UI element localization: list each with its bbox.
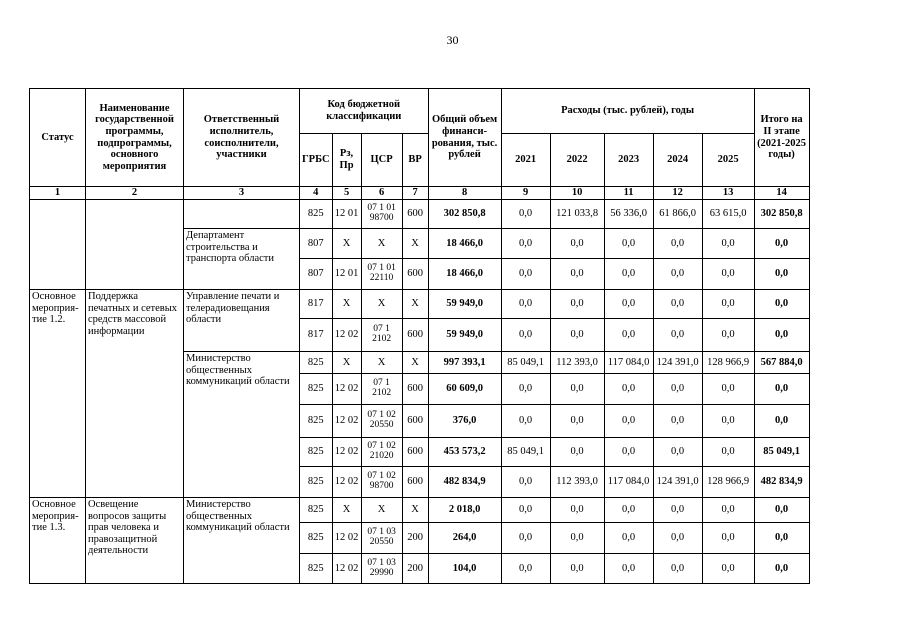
- csr-cell: 07 1 01 22110: [361, 259, 402, 290]
- column-numbers-row: [30, 187, 810, 200]
- col-number: 1: [30, 187, 86, 200]
- col-number: 13: [702, 187, 754, 200]
- rzpr-cell: 12 02: [332, 523, 361, 554]
- rzpr-cell: 12 01: [332, 200, 361, 229]
- y2023-cell: 0,0: [604, 554, 653, 584]
- y2021-cell: 0,0: [501, 200, 550, 229]
- y2023-cell: 0,0: [604, 259, 653, 290]
- y2024-cell: 0,0: [653, 405, 702, 438]
- y2021-cell: 0,0: [501, 374, 550, 405]
- y2024-cell: 124 391,0: [653, 352, 702, 374]
- header-responsible: Ответственный исполнитель, соисполнители, участники: [184, 89, 300, 187]
- y2025-cell: 0,0: [702, 374, 754, 405]
- y2025-cell: 0,0: [702, 498, 754, 523]
- rzpr-cell: 12 02: [332, 438, 361, 467]
- col-number: 3: [184, 187, 300, 200]
- total-cell: 482 834,9: [428, 467, 501, 498]
- csr-cell: 07 1 2102: [361, 374, 402, 405]
- header-total: Общий объем финанси-рования, тыс. рублей: [428, 89, 501, 187]
- itogo-cell: 0,0: [754, 290, 809, 319]
- rzpr-cell: 12 02: [332, 319, 361, 352]
- header-rzpr: Рз, Пр: [332, 134, 361, 187]
- y2025-cell: 128 966,9: [702, 467, 754, 498]
- y2023-cell: 56 336,0: [604, 200, 653, 229]
- col-number: 14: [754, 187, 809, 200]
- vr-cell: Х: [402, 290, 428, 319]
- header-itogo: Итого на II этапе (2021-2025 годы): [754, 89, 809, 187]
- y2021-cell: 0,0: [501, 498, 550, 523]
- y2021-cell: 0,0: [501, 319, 550, 352]
- header-csr: ЦСР: [361, 134, 402, 187]
- y2025-cell: 63 615,0: [702, 200, 754, 229]
- itogo-cell: 0,0: [754, 229, 809, 259]
- y2022-cell: 0,0: [550, 438, 604, 467]
- itogo-cell: 85 049,1: [754, 438, 809, 467]
- y2022-cell: 0,0: [550, 498, 604, 523]
- y2024-cell: 61 866,0: [653, 200, 702, 229]
- header-2024: 2024: [653, 134, 702, 187]
- col-number: 4: [300, 187, 333, 200]
- y2022-cell: 0,0: [550, 523, 604, 554]
- total-cell: 60 609,0: [428, 374, 501, 405]
- y2022-cell: 112 393,0: [550, 467, 604, 498]
- grbs-cell: 825: [300, 374, 333, 405]
- y2024-cell: 0,0: [653, 438, 702, 467]
- y2021-cell: 0,0: [501, 523, 550, 554]
- y2024-cell: 124 391,0: [653, 467, 702, 498]
- y2025-cell: 128 966,9: [702, 352, 754, 374]
- y2021-cell: 0,0: [501, 290, 550, 319]
- name-human-rights: Освещение вопросов защиты прав человека и правозащитной деятельности: [86, 498, 184, 584]
- y2021-cell: 0,0: [501, 405, 550, 438]
- csr-cell: Х: [361, 290, 402, 319]
- grbs-cell: 817: [300, 290, 333, 319]
- responsible-dept-press: Управление печати и телерадиовещания области: [184, 290, 300, 352]
- name-press-support: Поддержка печатных и сетевых средств массовой информации: [86, 290, 184, 498]
- vr-cell: 600: [402, 259, 428, 290]
- vr-cell: 600: [402, 374, 428, 405]
- col-number: 9: [501, 187, 550, 200]
- col-number: 6: [361, 187, 402, 200]
- y2023-cell: 0,0: [604, 405, 653, 438]
- y2025-cell: 0,0: [702, 405, 754, 438]
- y2025-cell: 0,0: [702, 523, 754, 554]
- total-cell: 59 949,0: [428, 290, 501, 319]
- header-status: Статус: [30, 89, 86, 187]
- y2025-cell: 0,0: [702, 229, 754, 259]
- y2025-cell: 0,0: [702, 438, 754, 467]
- y2023-cell: 117 084,0: [604, 352, 653, 374]
- header-2021: 2021: [501, 134, 550, 187]
- rzpr-cell: Х: [332, 352, 361, 374]
- vr-cell: 200: [402, 523, 428, 554]
- y2022-cell: 0,0: [550, 229, 604, 259]
- y2023-cell: 0,0: [604, 290, 653, 319]
- csr-cell: 07 1 02 21020: [361, 438, 402, 467]
- itogo-cell: 0,0: [754, 554, 809, 584]
- table-row: [30, 290, 810, 319]
- rzpr-cell: 12 02: [332, 467, 361, 498]
- y2025-cell: 0,0: [702, 290, 754, 319]
- y2023-cell: 0,0: [604, 229, 653, 259]
- y2022-cell: 0,0: [550, 259, 604, 290]
- header-grbs: ГРБС: [300, 134, 333, 187]
- total-cell: 18 466,0: [428, 259, 501, 290]
- grbs-cell: 825: [300, 554, 333, 584]
- y2022-cell: 0,0: [550, 319, 604, 352]
- csr-cell: 07 1 2102: [361, 319, 402, 352]
- y2024-cell: 0,0: [653, 259, 702, 290]
- csr-cell: Х: [361, 498, 402, 523]
- table-row: [30, 498, 810, 523]
- total-cell: 302 850,8: [428, 200, 501, 229]
- y2023-cell: 0,0: [604, 523, 653, 554]
- vr-cell: Х: [402, 229, 428, 259]
- csr-cell: Х: [361, 352, 402, 374]
- y2024-cell: 0,0: [653, 523, 702, 554]
- y2024-cell: 0,0: [653, 498, 702, 523]
- name-cell-empty: [86, 200, 184, 290]
- header-name: Наименование государственной программы, подпрограммы, основного мероприятия: [86, 89, 184, 187]
- vr-cell: 600: [402, 319, 428, 352]
- vr-cell: 200: [402, 554, 428, 584]
- grbs-cell: 825: [300, 200, 333, 229]
- y2021-cell: 0,0: [501, 554, 550, 584]
- status-main-activity-1-3: Основное мероприя-тие 1.3.: [30, 498, 86, 584]
- y2024-cell: 0,0: [653, 319, 702, 352]
- y2021-cell: 85 049,1: [501, 438, 550, 467]
- rzpr-cell: Х: [332, 498, 361, 523]
- csr-cell: 07 1 02 98700: [361, 467, 402, 498]
- y2021-cell: 0,0: [501, 259, 550, 290]
- responsible-cell-empty: [184, 200, 300, 229]
- rzpr-cell: 12 01: [332, 259, 361, 290]
- col-number: 10: [550, 187, 604, 200]
- y2023-cell: 0,0: [604, 438, 653, 467]
- total-cell: 2 018,0: [428, 498, 501, 523]
- csr-cell: Х: [361, 229, 402, 259]
- itogo-cell: 302 850,8: [754, 200, 809, 229]
- rzpr-cell: 12 02: [332, 374, 361, 405]
- header-2025: 2025: [702, 134, 754, 187]
- y2022-cell: 0,0: [550, 290, 604, 319]
- header-2022: 2022: [550, 134, 604, 187]
- itogo-cell: 0,0: [754, 319, 809, 352]
- rzpr-cell: 12 02: [332, 554, 361, 584]
- total-cell: 453 573,2: [428, 438, 501, 467]
- y2022-cell: 0,0: [550, 554, 604, 584]
- grbs-cell: 825: [300, 405, 333, 438]
- y2022-cell: 0,0: [550, 374, 604, 405]
- vr-cell: 600: [402, 467, 428, 498]
- itogo-cell: 0,0: [754, 374, 809, 405]
- col-number: 11: [604, 187, 653, 200]
- rzpr-cell: Х: [332, 290, 361, 319]
- y2025-cell: 0,0: [702, 259, 754, 290]
- y2024-cell: 0,0: [653, 554, 702, 584]
- y2025-cell: 0,0: [702, 554, 754, 584]
- csr-cell: 07 1 03 29990: [361, 554, 402, 584]
- page-number: 30: [446, 33, 459, 47]
- grbs-cell: 825: [300, 467, 333, 498]
- vr-cell: 600: [402, 405, 428, 438]
- budget-table: [29, 88, 810, 584]
- grbs-cell: 807: [300, 229, 333, 259]
- y2023-cell: 117 084,0: [604, 467, 653, 498]
- y2021-cell: 0,0: [501, 467, 550, 498]
- col-number: 5: [332, 187, 361, 200]
- col-number: 2: [86, 187, 184, 200]
- csr-cell: 07 1 01 98700: [361, 200, 402, 229]
- vr-cell: Х: [402, 352, 428, 374]
- y2023-cell: 0,0: [604, 374, 653, 405]
- table-row: [30, 200, 810, 229]
- total-cell: 18 466,0: [428, 229, 501, 259]
- y2024-cell: 0,0: [653, 290, 702, 319]
- grbs-cell: 825: [300, 523, 333, 554]
- csr-cell: 07 1 03 20550: [361, 523, 402, 554]
- total-cell: 264,0: [428, 523, 501, 554]
- itogo-cell: 0,0: [754, 523, 809, 554]
- grbs-cell: 825: [300, 498, 333, 523]
- total-cell: 104,0: [428, 554, 501, 584]
- total-cell: 997 393,1: [428, 352, 501, 374]
- itogo-cell: 0,0: [754, 259, 809, 290]
- itogo-cell: 567 884,0: [754, 352, 809, 374]
- y2022-cell: 0,0: [550, 405, 604, 438]
- rzpr-cell: Х: [332, 229, 361, 259]
- col-number: 12: [653, 187, 702, 200]
- y2021-cell: 0,0: [501, 229, 550, 259]
- status-main-activity-1-2: Основное мероприя-тие 1.2.: [30, 290, 86, 498]
- rzpr-cell: 12 02: [332, 405, 361, 438]
- y2025-cell: 0,0: [702, 319, 754, 352]
- itogo-cell: 0,0: [754, 498, 809, 523]
- vr-cell: 600: [402, 438, 428, 467]
- y2023-cell: 0,0: [604, 498, 653, 523]
- y2023-cell: 0,0: [604, 319, 653, 352]
- y2021-cell: 85 049,1: [501, 352, 550, 374]
- responsible-ministry-comm: Министерство общественных коммуникаций области: [184, 352, 300, 498]
- grbs-cell: 807: [300, 259, 333, 290]
- total-cell: 59 949,0: [428, 319, 501, 352]
- grbs-cell: 825: [300, 438, 333, 467]
- y2024-cell: 0,0: [653, 229, 702, 259]
- y2022-cell: 112 393,0: [550, 352, 604, 374]
- vr-cell: 600: [402, 200, 428, 229]
- col-number: 7: [402, 187, 428, 200]
- header-expenses: Расходы (тыс. рублей), годы: [501, 89, 754, 134]
- grbs-cell: 825: [300, 352, 333, 374]
- y2022-cell: 121 033,8: [550, 200, 604, 229]
- vr-cell: Х: [402, 498, 428, 523]
- responsible-ministry-comm-2: Министерство общественных коммуникаций области: [184, 498, 300, 584]
- y2024-cell: 0,0: [653, 374, 702, 405]
- responsible-dept-construction: Департамент строительства и транспорта области: [184, 229, 300, 290]
- csr-cell: 07 1 02 20550: [361, 405, 402, 438]
- header-vr: ВР: [402, 134, 428, 187]
- col-number: 8: [428, 187, 501, 200]
- header-2023: 2023: [604, 134, 653, 187]
- total-cell: 376,0: [428, 405, 501, 438]
- header-budget-code: Код бюджетной классификации: [300, 89, 429, 134]
- itogo-cell: 482 834,9: [754, 467, 809, 498]
- itogo-cell: 0,0: [754, 405, 809, 438]
- status-cell-empty: [30, 200, 86, 290]
- grbs-cell: 817: [300, 319, 333, 352]
